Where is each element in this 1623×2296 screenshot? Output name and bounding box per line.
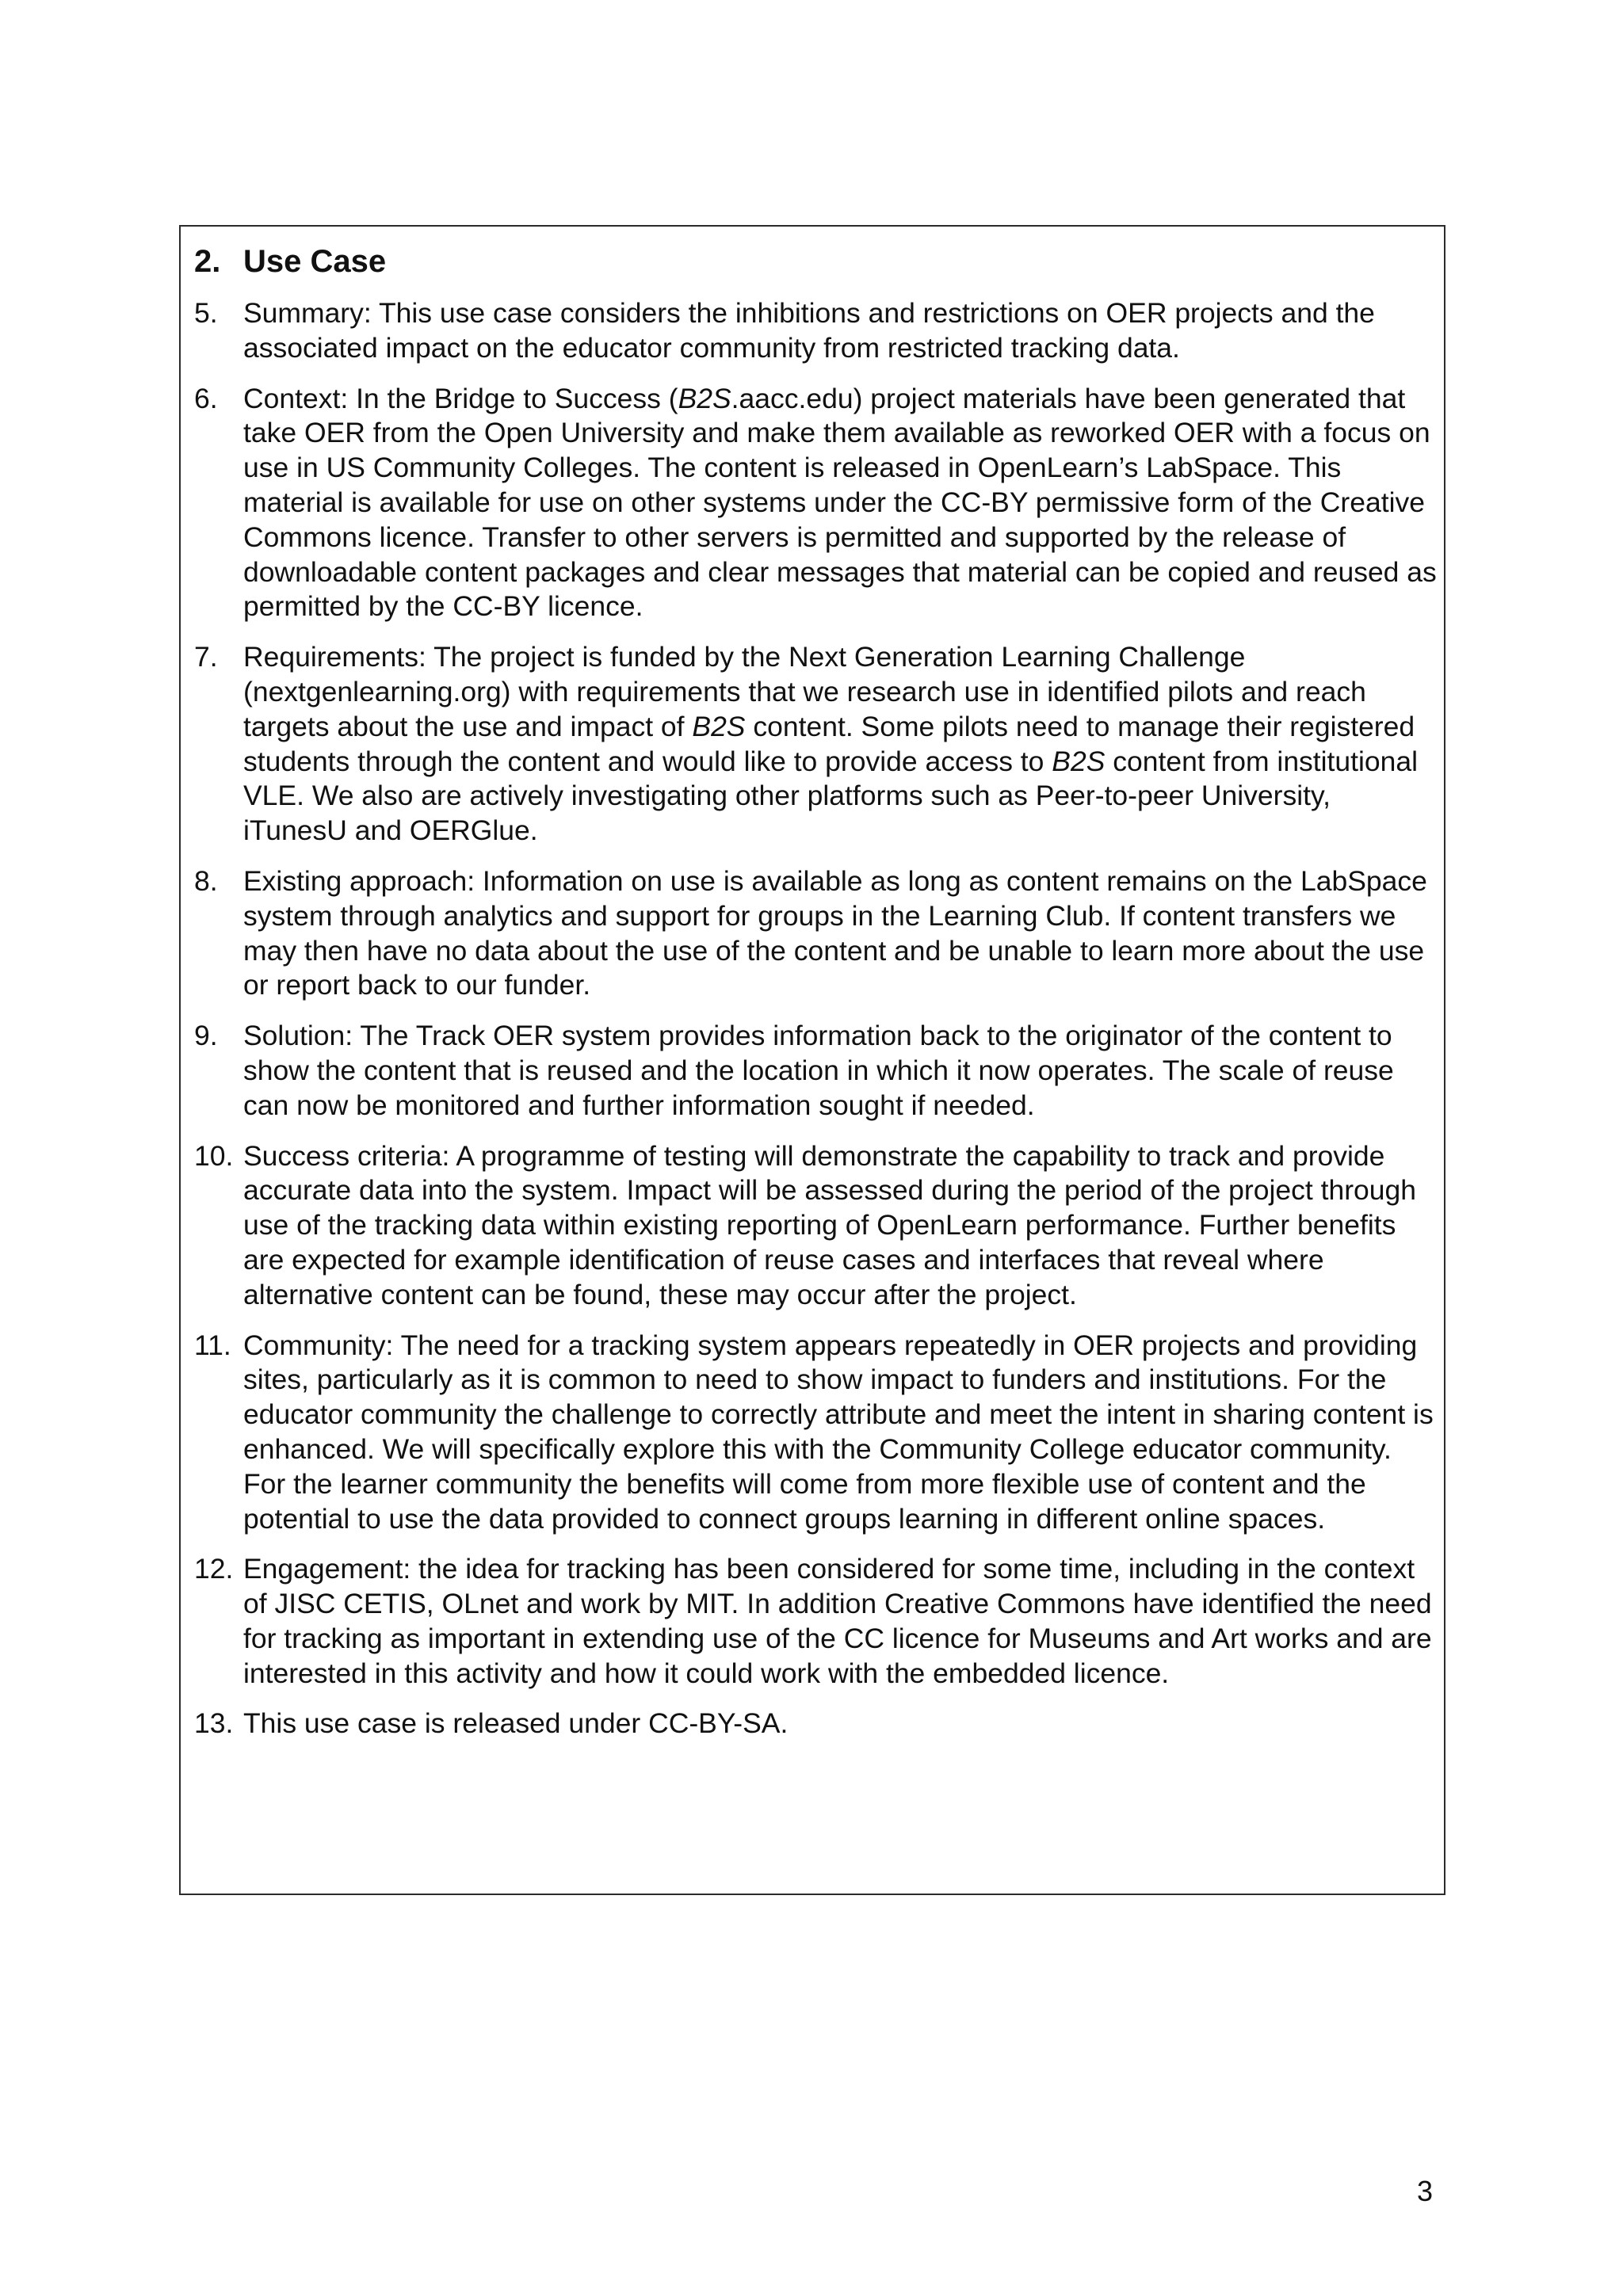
item-text: Summary: This use case considers the inhibitions and restrictions on OER projects and the associated impact on the educator community from restricted tracking data. [243, 297, 1375, 364]
item-number: 5. [194, 297, 218, 329]
list-item-solution [194, 1019, 1438, 1123]
item-number: 8. [194, 864, 218, 897]
section-title: Use Case [243, 244, 387, 279]
item-text: Existing approach: Information on use is available as long as content remains on the LabSpace system through analytics and support for groups in the Learning Club. If content transfers we may then have no data about the use of the content and be unable to learn more about the use or report back to our funder. [243, 864, 1427, 1001]
item-text: Community: The need for a tracking system appears repeatedly in OER projects and providing sites, particularly as it is common to need to show impact to funders and institutions. For the educator community the challenge to correctly attribute and meet the intent in sharing content is enhanced. We will specifically explore this with the Community College educator community. For the learner community the benefits will come from more flexible use of content and the potential to use the data provided to connect groups learning in different online spaces. [243, 1329, 1434, 1535]
list-item-existing-approach [194, 864, 1438, 1003]
item-text: This use case is released under CC-BY-SA. [243, 1707, 789, 1740]
section-number: 2. [194, 244, 221, 279]
item-number: 13. [194, 1707, 234, 1740]
item-text-emphasis: B2S [678, 382, 731, 414]
item-text: Solution: The Track OER system provides information back to the originator of the content to show the content that is reused and the location in which it now operates. The scale of reuse can now be monitored and further information sought if needed. [243, 1020, 1394, 1121]
item-text-part: content from institutional VLE. We also are actively investigating other platforms such as Peer-to-peer University, iTunesU and OERGlue. [243, 745, 1419, 847]
item-number: 6. [194, 382, 218, 414]
list-item-context [194, 382, 1438, 625]
page-number: 3 [1417, 2175, 1434, 2207]
item-text: Success criteria: A programme of testing will demonstrate the capability to track and provide accurate data into the system. Impact will be assessed during the period of the project through use of the tracking data within existing reporting of OpenLearn performance. Further benefits are expected for example identification of reuse cases and interfaces that reveal where alternative content can be found, these may occur after the project. [243, 1139, 1416, 1310]
item-number: 10. [194, 1139, 234, 1172]
list-item-requirements [194, 640, 1438, 849]
item-text-emphasis: B2S [692, 710, 746, 742]
item-number: 7. [194, 641, 218, 673]
item-number: 11. [194, 1329, 231, 1361]
item-text: Engagement: the idea for tracking has been considered for some time, including in the context of JISC CETIS, OLnet and work by MIT. In addition Creative Commons have identified the need for tracking as important in extending use of the CC licence for Museums and Art works and are interested in this activity and how it could work with the embedded licence. [243, 1553, 1432, 1689]
item-text-part: Context: In the Bridge to Success ( [243, 382, 678, 414]
list-item-success-criteria [194, 1139, 1438, 1313]
item-number: 12. [194, 1553, 234, 1585]
section-heading [194, 241, 386, 282]
list-item-engagement [194, 1552, 1438, 1691]
item-number: 9. [194, 1020, 218, 1052]
item-text-emphasis: B2S [1052, 745, 1106, 777]
use-case-list [194, 296, 1438, 1757]
item-text-part: Requirements: The project is funded by the Next Generation Learning Challenge (nextgenlearning.org) with requirements that we research use in identified pilots and reach targets about the use and impact of [243, 641, 1366, 742]
list-item-summary [194, 296, 1438, 366]
list-item-licence [194, 1707, 1438, 1741]
list-item-community [194, 1329, 1438, 1537]
item-text-part: content. Some pilots need to manage their registered students through the content and would like to provide access to [243, 710, 1415, 777]
item-text-part: .aacc.edu) project materials have been generated that take OER from the Open University and make them available as reworked OER with a focus on use in US Community Colleges. The content is released in OpenLearn’s LabSpace. This material is available for use on other systems under the CC-BY permissive form of the Creative Commons licence. Transfer to other servers is permitted and supported by the release of downloadable content packages and clear messages that material can be copied and reused as permitted by the CC-BY licence. [243, 382, 1437, 623]
